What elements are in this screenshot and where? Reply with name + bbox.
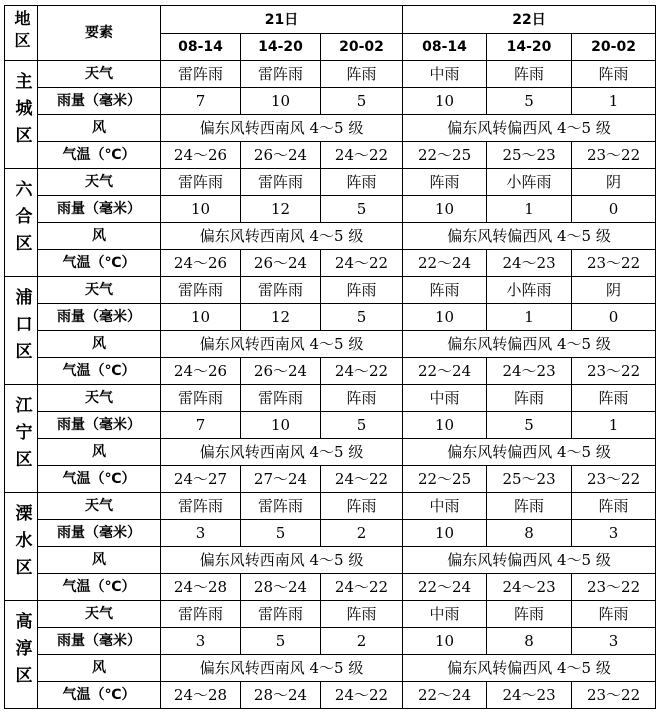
temp-cell: 24～23 bbox=[487, 250, 572, 277]
weather-cell: 雷阵雨 bbox=[241, 169, 321, 196]
table-row bbox=[5, 169, 656, 196]
temp-cell: 23～22 bbox=[572, 358, 656, 385]
weather-cell: 雷阵雨 bbox=[161, 601, 241, 628]
region-name-cell bbox=[5, 277, 38, 385]
element-label-temp: 气温（℃） bbox=[38, 682, 161, 709]
wind-cell: 偏东风转偏西风 4～5 级 bbox=[403, 223, 656, 250]
element-label-wind: 风 bbox=[38, 115, 161, 142]
temp-cell: 22～24 bbox=[403, 682, 487, 709]
element-header: 要素 bbox=[38, 6, 161, 61]
rain-cell: 3 bbox=[161, 628, 241, 655]
element-label-weather: 天气 bbox=[38, 169, 161, 196]
weather-cell: 阵雨 bbox=[321, 493, 403, 520]
rain-cell: 10 bbox=[161, 304, 241, 331]
rain-cell: 8 bbox=[487, 520, 572, 547]
period-header: 08-14 bbox=[403, 34, 487, 61]
element-label-temp: 气温（℃） bbox=[38, 574, 161, 601]
temp-cell: 23～22 bbox=[572, 142, 656, 169]
rain-cell: 10 bbox=[403, 628, 487, 655]
weather-cell: 雷阵雨 bbox=[241, 385, 321, 412]
element-label-temp: 气温（℃） bbox=[38, 466, 161, 493]
rain-cell: 7 bbox=[161, 88, 241, 115]
element-label-weather: 天气 bbox=[38, 277, 161, 304]
weather-cell: 阵雨 bbox=[487, 385, 572, 412]
element-label-wind: 风 bbox=[38, 655, 161, 682]
table-row bbox=[5, 358, 656, 385]
wind-cell: 偏东风转西南风 4～5 级 bbox=[161, 655, 403, 682]
weather-cell: 雷阵雨 bbox=[241, 601, 321, 628]
element-label-weather: 天气 bbox=[38, 493, 161, 520]
weather-cell: 雷阵雨 bbox=[241, 61, 321, 88]
table-row bbox=[5, 61, 656, 88]
region-name-cell bbox=[5, 601, 38, 709]
weather-cell: 阵雨 bbox=[321, 385, 403, 412]
weather-cell: 阵雨 bbox=[403, 169, 487, 196]
rain-cell: 3 bbox=[161, 520, 241, 547]
wind-cell: 偏东风转西南风 4～5 级 bbox=[161, 331, 403, 358]
rain-cell: 5 bbox=[487, 412, 572, 439]
wind-cell: 偏东风转西南风 4～5 级 bbox=[161, 223, 403, 250]
weather-cell: 阴 bbox=[572, 277, 656, 304]
weather-cell: 雷阵雨 bbox=[161, 61, 241, 88]
wind-cell: 偏东风转偏西风 4～5 级 bbox=[403, 331, 656, 358]
region-name: 主城区 bbox=[11, 72, 32, 153]
rain-cell: 0 bbox=[572, 304, 656, 331]
day-header-22: 22日 bbox=[403, 6, 656, 34]
element-label-weather: 天气 bbox=[38, 601, 161, 628]
wind-cell: 偏东风转偏西风 4～5 级 bbox=[403, 439, 656, 466]
rain-cell: 1 bbox=[487, 196, 572, 223]
element-label-wind: 风 bbox=[38, 331, 161, 358]
weather-cell: 阵雨 bbox=[572, 601, 656, 628]
weather-cell: 雷阵雨 bbox=[241, 277, 321, 304]
period-header: 08-14 bbox=[161, 34, 241, 61]
weather-cell: 中雨 bbox=[403, 601, 487, 628]
table-row bbox=[5, 655, 656, 682]
rain-cell: 5 bbox=[321, 196, 403, 223]
weather-cell: 阵雨 bbox=[321, 61, 403, 88]
temp-cell: 22～24 bbox=[403, 574, 487, 601]
temp-cell: 24～22 bbox=[321, 466, 403, 493]
period-header: 14-20 bbox=[241, 34, 321, 61]
temp-cell: 25～23 bbox=[487, 466, 572, 493]
table-row bbox=[5, 574, 656, 601]
rain-cell: 10 bbox=[403, 88, 487, 115]
table-row bbox=[5, 331, 656, 358]
weather-cell: 雷阵雨 bbox=[161, 277, 241, 304]
table-body bbox=[5, 61, 656, 709]
temp-cell: 28～24 bbox=[241, 682, 321, 709]
wind-cell: 偏东风转偏西风 4～5 级 bbox=[403, 655, 656, 682]
wind-cell: 偏东风转西南风 4～5 级 bbox=[161, 439, 403, 466]
element-label-weather: 天气 bbox=[38, 385, 161, 412]
element-label-rain: 雨量（毫米） bbox=[38, 196, 161, 223]
rain-cell: 5 bbox=[241, 520, 321, 547]
rain-cell: 5 bbox=[321, 304, 403, 331]
temp-cell: 24～23 bbox=[487, 358, 572, 385]
weather-cell: 阵雨 bbox=[487, 61, 572, 88]
weather-cell: 中雨 bbox=[403, 493, 487, 520]
rain-cell: 0 bbox=[572, 196, 656, 223]
rain-cell: 10 bbox=[241, 412, 321, 439]
table-row bbox=[5, 277, 656, 304]
weather-cell: 阵雨 bbox=[572, 61, 656, 88]
weather-cell: 阵雨 bbox=[487, 601, 572, 628]
temp-cell: 24～22 bbox=[321, 358, 403, 385]
table-row bbox=[5, 547, 656, 574]
wind-cell: 偏东风转偏西风 4～5 级 bbox=[403, 115, 656, 142]
rain-cell: 2 bbox=[321, 520, 403, 547]
temp-cell: 24～22 bbox=[321, 142, 403, 169]
temp-cell: 26～24 bbox=[241, 142, 321, 169]
table-row bbox=[5, 223, 656, 250]
weather-cell: 雷阵雨 bbox=[161, 493, 241, 520]
forecast-table bbox=[4, 5, 656, 709]
element-label-weather: 天气 bbox=[38, 61, 161, 88]
temp-cell: 25～23 bbox=[487, 142, 572, 169]
weather-cell: 阵雨 bbox=[321, 601, 403, 628]
rain-cell: 1 bbox=[487, 304, 572, 331]
wind-cell: 偏东风转西南风 4～5 级 bbox=[161, 115, 403, 142]
table-row bbox=[5, 439, 656, 466]
table-row bbox=[5, 682, 656, 709]
rain-cell: 8 bbox=[487, 628, 572, 655]
weather-cell: 雷阵雨 bbox=[161, 385, 241, 412]
table-row bbox=[5, 628, 656, 655]
weather-cell: 阵雨 bbox=[487, 493, 572, 520]
rain-cell: 10 bbox=[161, 196, 241, 223]
rain-cell: 7 bbox=[161, 412, 241, 439]
period-header: 20-02 bbox=[572, 34, 656, 61]
rain-cell: 2 bbox=[321, 628, 403, 655]
element-label-rain: 雨量（毫米） bbox=[38, 520, 161, 547]
temp-cell: 24～22 bbox=[321, 574, 403, 601]
rain-cell: 3 bbox=[572, 628, 656, 655]
rain-cell: 10 bbox=[241, 88, 321, 115]
period-header: 20-02 bbox=[321, 34, 403, 61]
region-name-cell bbox=[5, 493, 38, 601]
weather-cell: 阴 bbox=[572, 169, 656, 196]
element-label-temp: 气温（℃） bbox=[38, 250, 161, 277]
table-row bbox=[5, 493, 656, 520]
temp-cell: 23～22 bbox=[572, 250, 656, 277]
temp-cell: 22～24 bbox=[403, 250, 487, 277]
element-label-rain: 雨量（毫米） bbox=[38, 412, 161, 439]
temp-cell: 24～26 bbox=[161, 250, 241, 277]
temp-cell: 23～22 bbox=[572, 682, 656, 709]
temp-cell: 24～22 bbox=[321, 682, 403, 709]
weather-cell: 阵雨 bbox=[572, 385, 656, 412]
temp-cell: 24～28 bbox=[161, 574, 241, 601]
temp-cell: 24～23 bbox=[487, 682, 572, 709]
temp-cell: 24～26 bbox=[161, 358, 241, 385]
table-row bbox=[5, 196, 656, 223]
table-row bbox=[5, 412, 656, 439]
element-label-temp: 气温（℃） bbox=[38, 358, 161, 385]
weather-cell: 中雨 bbox=[403, 385, 487, 412]
rain-cell: 10 bbox=[403, 412, 487, 439]
region-name-cell bbox=[5, 385, 38, 493]
weather-cell: 阵雨 bbox=[403, 277, 487, 304]
rain-cell: 5 bbox=[321, 412, 403, 439]
weather-cell: 小阵雨 bbox=[487, 277, 572, 304]
rain-cell: 10 bbox=[403, 520, 487, 547]
rain-cell: 3 bbox=[572, 520, 656, 547]
day-header-21: 21日 bbox=[161, 6, 403, 34]
weather-cell: 中雨 bbox=[403, 61, 487, 88]
header-row-days bbox=[5, 6, 656, 34]
region-name: 高淳区 bbox=[11, 612, 32, 693]
region-name: 浦口区 bbox=[11, 288, 32, 369]
rain-cell: 12 bbox=[241, 304, 321, 331]
element-label-rain: 雨量（毫米） bbox=[38, 628, 161, 655]
temp-cell: 24～23 bbox=[487, 574, 572, 601]
element-label-rain: 雨量（毫米） bbox=[38, 304, 161, 331]
temp-cell: 23～22 bbox=[572, 466, 656, 493]
rain-cell: 10 bbox=[403, 196, 487, 223]
element-label-wind: 风 bbox=[38, 439, 161, 466]
region-name: 溧水区 bbox=[11, 504, 32, 585]
element-label-rain: 雨量（毫米） bbox=[38, 88, 161, 115]
temp-cell: 27～24 bbox=[241, 466, 321, 493]
temp-cell: 22～25 bbox=[403, 466, 487, 493]
temp-cell: 23～22 bbox=[572, 574, 656, 601]
rain-cell: 5 bbox=[321, 88, 403, 115]
period-header: 14-20 bbox=[487, 34, 572, 61]
temp-cell: 26～24 bbox=[241, 358, 321, 385]
rain-cell: 5 bbox=[487, 88, 572, 115]
temp-cell: 28～24 bbox=[241, 574, 321, 601]
region-name-cell bbox=[5, 169, 38, 277]
table-row bbox=[5, 88, 656, 115]
region-header-label: 地区 bbox=[12, 9, 31, 54]
rain-cell: 12 bbox=[241, 196, 321, 223]
temp-cell: 22～24 bbox=[403, 358, 487, 385]
temp-cell: 24～26 bbox=[161, 142, 241, 169]
wind-cell: 偏东风转西南风 4～5 级 bbox=[161, 547, 403, 574]
temp-cell: 22～25 bbox=[403, 142, 487, 169]
table-row bbox=[5, 385, 656, 412]
element-label-wind: 风 bbox=[38, 547, 161, 574]
weather-cell: 阵雨 bbox=[321, 169, 403, 196]
table-row bbox=[5, 304, 656, 331]
wind-cell: 偏东风转偏西风 4～5 级 bbox=[403, 547, 656, 574]
region-header bbox=[5, 6, 38, 61]
rain-cell: 1 bbox=[572, 88, 656, 115]
table-row bbox=[5, 250, 656, 277]
region-name: 江宁区 bbox=[11, 396, 32, 477]
weather-cell: 阵雨 bbox=[572, 493, 656, 520]
rain-cell: 10 bbox=[403, 304, 487, 331]
table-row bbox=[5, 142, 656, 169]
weather-cell: 雷阵雨 bbox=[161, 169, 241, 196]
table-row bbox=[5, 466, 656, 493]
temp-cell: 26～24 bbox=[241, 250, 321, 277]
table-row bbox=[5, 601, 656, 628]
region-name: 六合区 bbox=[11, 180, 32, 261]
element-label-wind: 风 bbox=[38, 223, 161, 250]
weather-cell: 阵雨 bbox=[321, 277, 403, 304]
table-header bbox=[5, 6, 656, 61]
region-name-cell bbox=[5, 61, 38, 169]
weather-cell: 小阵雨 bbox=[487, 169, 572, 196]
temp-cell: 24～27 bbox=[161, 466, 241, 493]
element-label-temp: 气温（℃） bbox=[38, 142, 161, 169]
weather-cell: 雷阵雨 bbox=[241, 493, 321, 520]
rain-cell: 5 bbox=[241, 628, 321, 655]
table-row bbox=[5, 115, 656, 142]
table-row bbox=[5, 520, 656, 547]
temp-cell: 24～22 bbox=[321, 250, 403, 277]
temp-cell: 24～28 bbox=[161, 682, 241, 709]
rain-cell: 1 bbox=[572, 412, 656, 439]
